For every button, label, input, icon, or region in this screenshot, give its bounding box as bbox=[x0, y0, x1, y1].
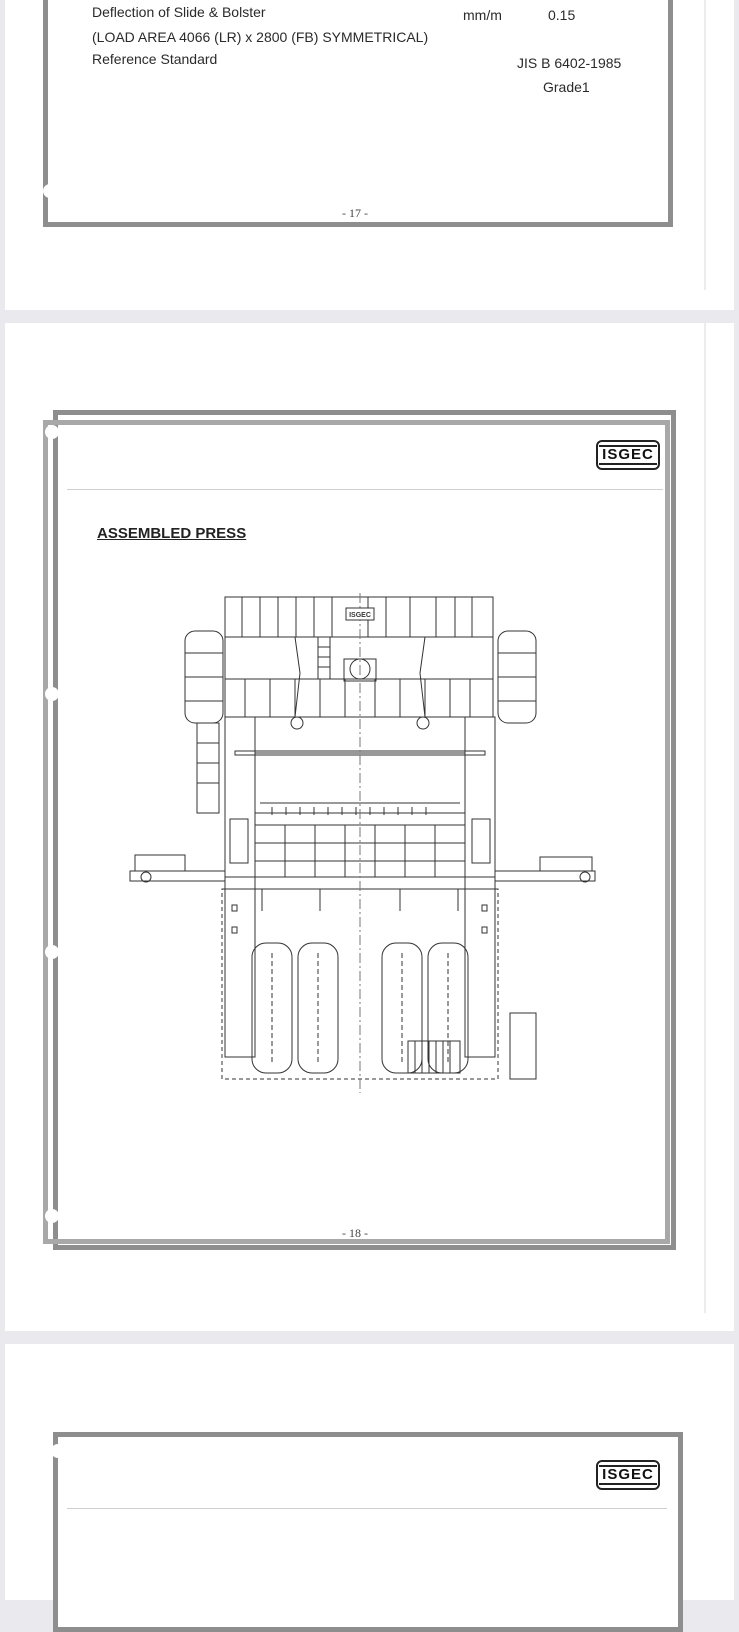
scroll-indicator bbox=[704, 323, 706, 1313]
punch-hole bbox=[43, 184, 57, 198]
document-page-19 bbox=[5, 1344, 734, 1600]
page-number: - 17 - bbox=[342, 206, 368, 220]
punch-hole bbox=[45, 945, 59, 959]
scroll-indicator bbox=[704, 0, 706, 290]
document-page-17 bbox=[5, 0, 734, 310]
section-heading: ASSEMBLED PRESS bbox=[97, 525, 247, 542]
reference-standard-label: Reference Standard bbox=[92, 51, 218, 67]
isgec-logo: ISGEC bbox=[596, 440, 660, 470]
load-area-label: (LOAD AREA 4066 (LR) x 2800 (FB) SYMMETRICAL) bbox=[92, 29, 429, 45]
assembled-press-drawing bbox=[110, 593, 610, 1093]
header-rule bbox=[67, 489, 663, 490]
deflection-label: Deflection of Slide & Bolster bbox=[92, 4, 266, 20]
isgec-logo: ISGEC bbox=[596, 1460, 660, 1490]
grade-value: Grade1 bbox=[543, 79, 590, 95]
punch-hole bbox=[45, 1209, 59, 1223]
reference-standard-value: JIS B 6402-1985 bbox=[517, 55, 622, 71]
deflection-value: 0.15 bbox=[548, 7, 576, 23]
page-number: - 18 - bbox=[342, 1226, 368, 1240]
header-rule bbox=[67, 1508, 667, 1509]
drawing-badge: ISGEC bbox=[349, 612, 371, 619]
deflection-unit: mm/m bbox=[463, 7, 502, 23]
page-frame bbox=[53, 1432, 683, 1632]
punch-hole bbox=[45, 687, 59, 701]
punch-hole bbox=[45, 425, 59, 439]
document-page-18 bbox=[5, 323, 734, 1331]
punch-hole bbox=[51, 1444, 65, 1458]
